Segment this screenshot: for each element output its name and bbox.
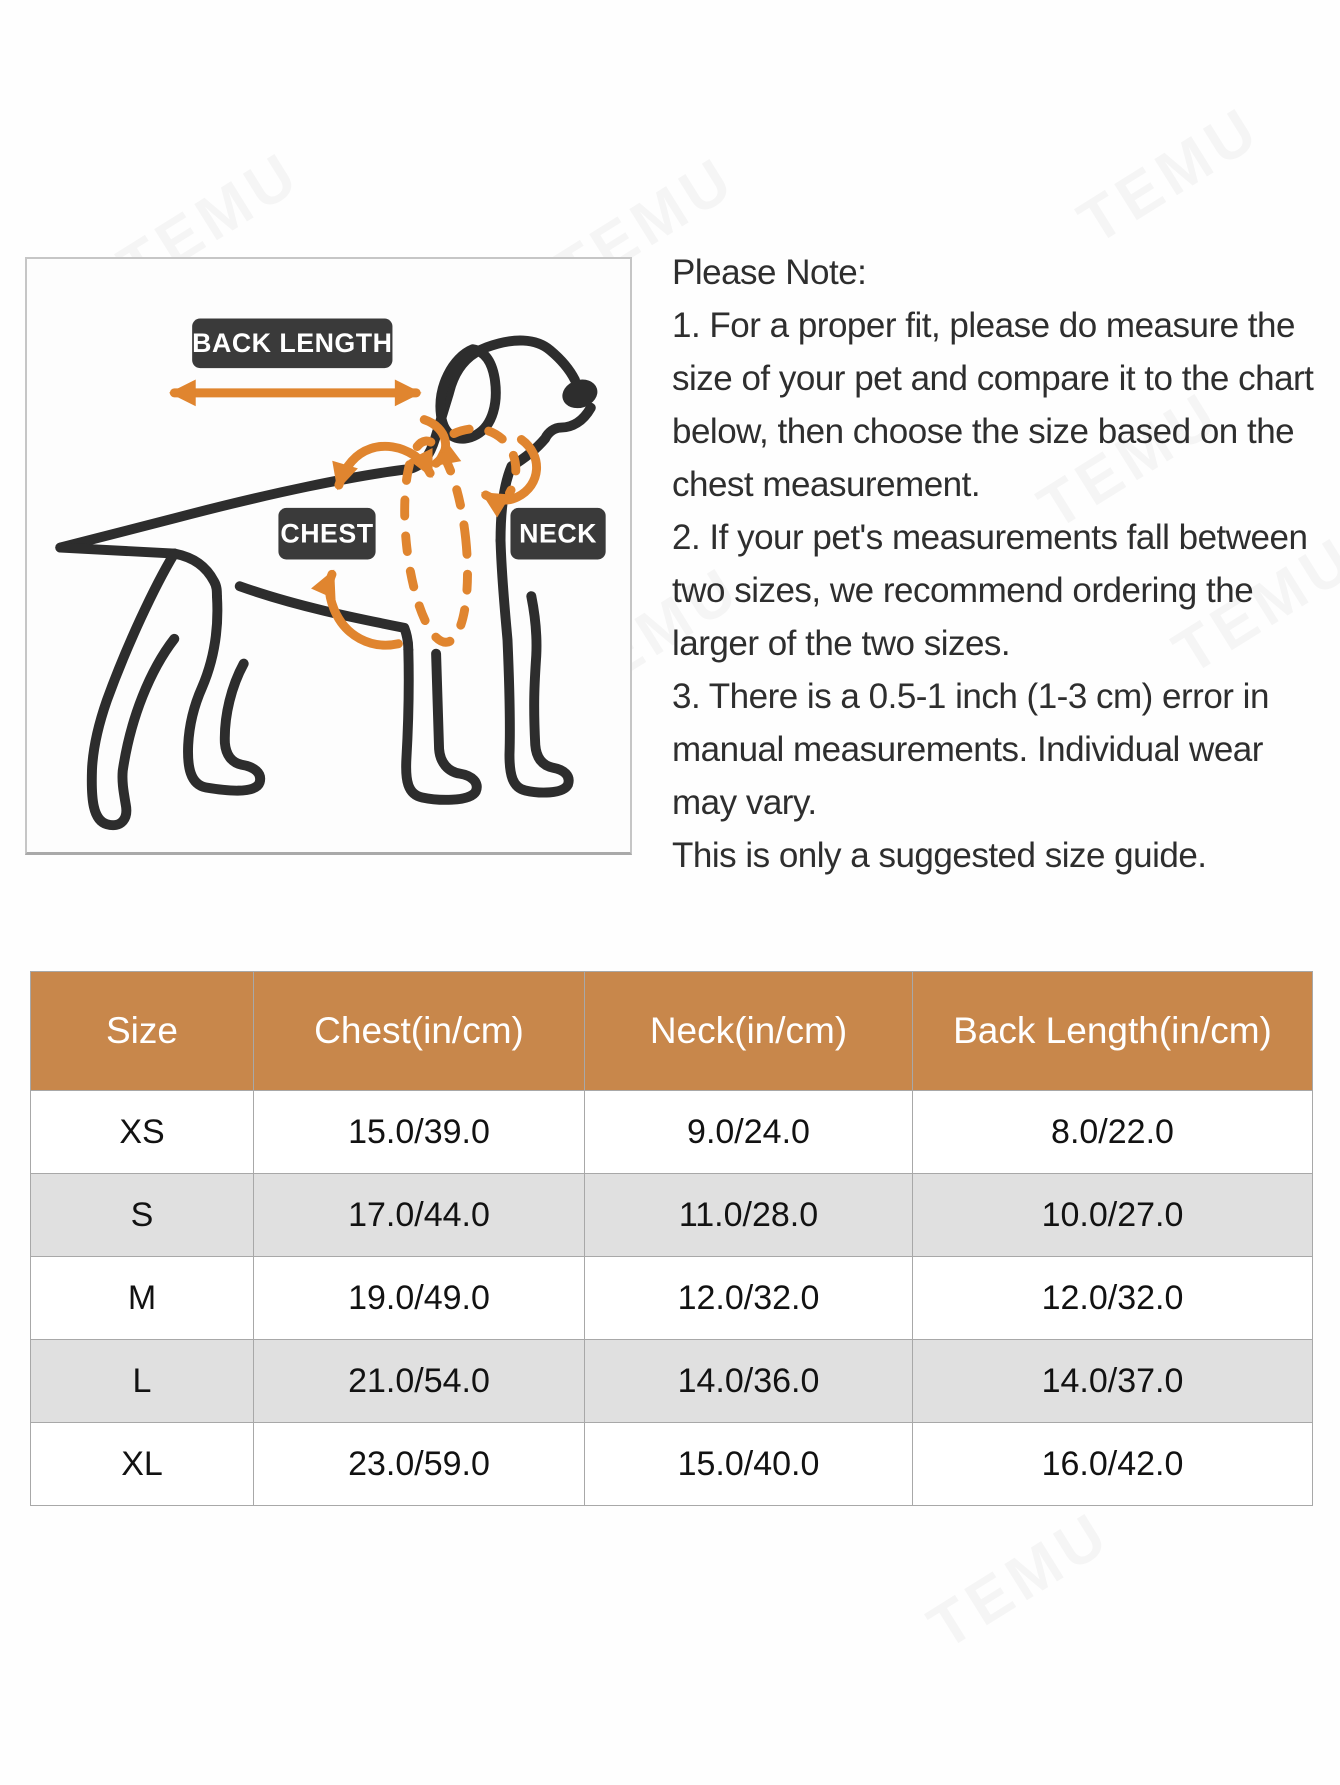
size-cell: XS xyxy=(31,1091,254,1174)
note-line: size of your pet and compare it to the chart xyxy=(672,359,1314,398)
table-row-m xyxy=(31,1257,1313,1340)
note-line: below, then choose the size based on the xyxy=(672,412,1295,451)
note-line: 1. For a proper fit, please do measure the xyxy=(672,306,1295,345)
temu-watermark xyxy=(916,1497,1123,1663)
column-header-chest: Chest(in/cm) xyxy=(254,972,585,1091)
chest-cell: 23.0/59.0 xyxy=(254,1423,585,1506)
neck-cell: 14.0/36.0 xyxy=(585,1340,913,1423)
note-line: larger of the two sizes. xyxy=(672,624,1011,663)
note-line: chest measurement. xyxy=(672,465,981,504)
back-length-cell: 12.0/32.0 xyxy=(913,1257,1313,1340)
neck-cell: 9.0/24.0 xyxy=(585,1091,913,1174)
note-heading: Please Note: xyxy=(672,253,867,292)
back-length-label: BACK LENGTH xyxy=(192,328,393,359)
chest-label: CHEST xyxy=(280,518,374,549)
table-row-l xyxy=(31,1340,1313,1423)
note-line: This is only a suggested size guide. xyxy=(672,836,1207,875)
table-row-s xyxy=(31,1174,1313,1257)
dog-measurement-diagram xyxy=(25,257,632,855)
temu-watermark xyxy=(1066,92,1273,258)
note-line: manual measurements. Individual wear xyxy=(672,730,1263,769)
table-row-xl xyxy=(31,1423,1313,1506)
note-line: may vary. xyxy=(672,783,817,822)
chest-cell: 19.0/49.0 xyxy=(254,1257,585,1340)
table-row-xs xyxy=(31,1091,1313,1174)
chest-girth-dashes xyxy=(396,438,476,645)
column-header-neck: Neck(in/cm) xyxy=(585,972,913,1091)
size-cell: XL xyxy=(31,1423,254,1506)
neck-cell: 15.0/40.0 xyxy=(585,1423,913,1506)
please-note-text xyxy=(672,246,1332,882)
neck-cell: 12.0/32.0 xyxy=(585,1257,913,1340)
back-length-cell: 10.0/27.0 xyxy=(913,1174,1313,1257)
column-header-size: Size xyxy=(31,972,254,1091)
size-cell: S xyxy=(31,1174,254,1257)
chest-cell: 15.0/39.0 xyxy=(254,1091,585,1174)
chest-cell: 17.0/44.0 xyxy=(254,1174,585,1257)
neck-label: NECK xyxy=(519,518,597,549)
size-cell: L xyxy=(31,1340,254,1423)
note-line: 3. There is a 0.5-1 inch (1-3 cm) error in xyxy=(672,677,1269,716)
chest-cell: 21.0/54.0 xyxy=(254,1340,585,1423)
size-chart-table xyxy=(30,971,1313,1506)
back-length-cell: 8.0/22.0 xyxy=(913,1091,1313,1174)
note-line: 2. If your pet's measurements fall between xyxy=(672,518,1308,557)
column-header-back-length: Back Length(in/cm) xyxy=(913,972,1313,1091)
back-length-cell: 14.0/37.0 xyxy=(913,1340,1313,1423)
size-cell: M xyxy=(31,1257,254,1340)
neck-cell: 11.0/28.0 xyxy=(585,1174,913,1257)
back-length-cell: 16.0/42.0 xyxy=(913,1423,1313,1506)
note-line: two sizes, we recommend ordering the xyxy=(672,571,1254,610)
dog-line-art xyxy=(27,259,630,852)
size-chart-header-row xyxy=(31,972,1313,1091)
